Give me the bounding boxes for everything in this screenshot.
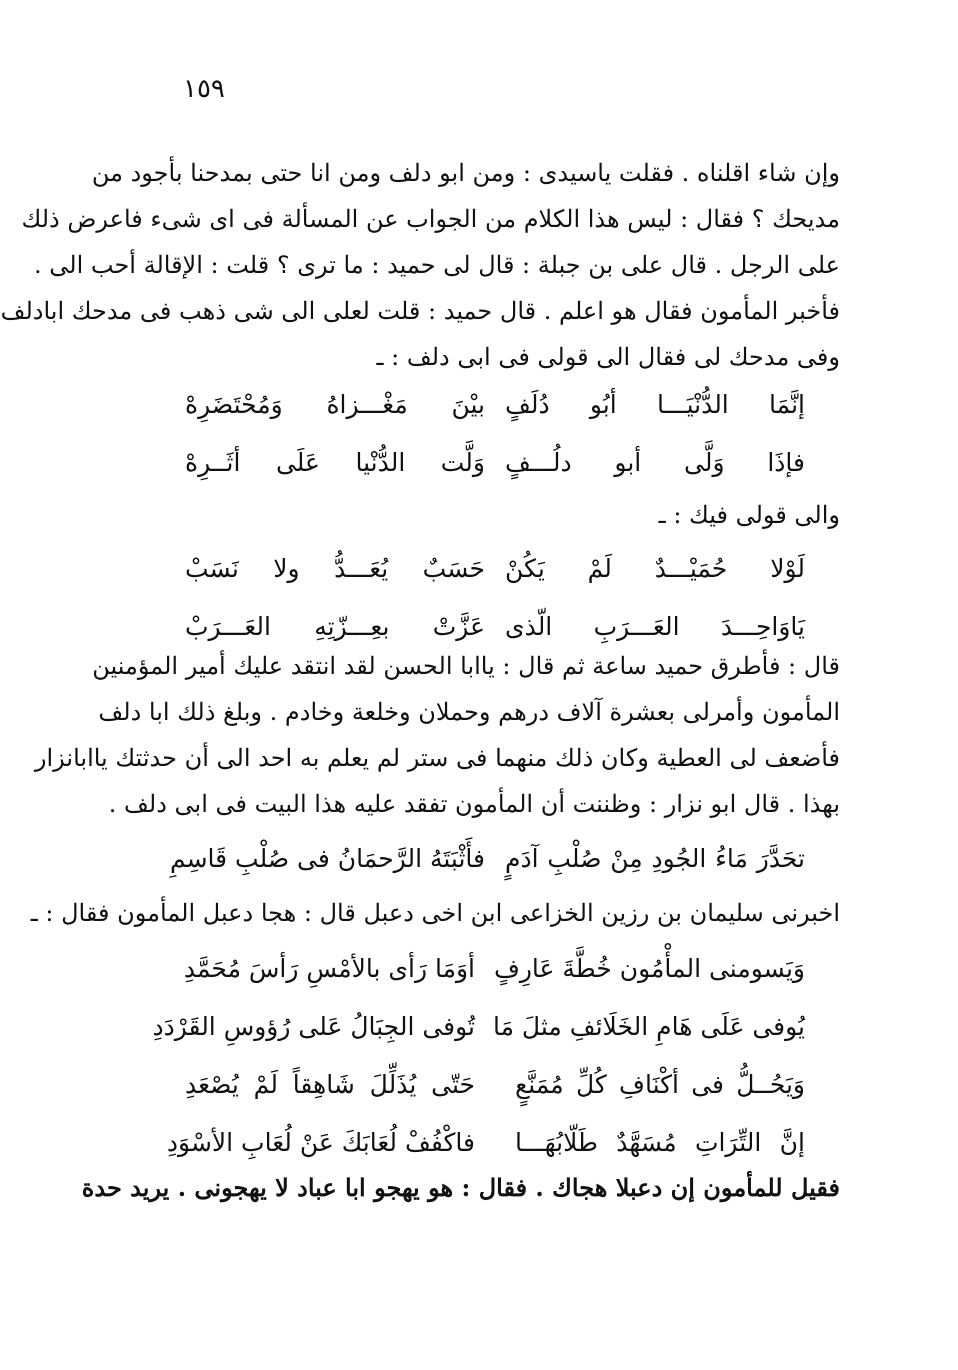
hemistich-second: فأَثْبَتَهُ الرَّحمَانُ فى صُلْبِ قَاسِمِ <box>169 844 485 873</box>
paragraph-1 <box>0 150 840 380</box>
hemistich-second: تُوفى الجِبَالُ عَلى رُؤوسِ القَرْدَدِ <box>152 1012 475 1041</box>
text-line: فأضعف لى العطية وكان ذلك منهما فى ستر لم يعلم به احد الى أن حدثتك ياابانزار <box>34 744 840 772</box>
hemistich-first: وَيَسومنى المأْمُون خُطَّةَ عَارِفٍ <box>493 954 805 983</box>
hemistich-second: فاكْفُفْ لُعَابَكَ عَنْ لُعَابِ الأسْوَدِ <box>166 1128 475 1157</box>
hemistich-first: إنَّ التِّرَاتِ مُسَهَّدٌ طَلّابُهَـــا <box>515 1128 805 1157</box>
text-line: وإن شاء اقلناه . فقلت ياسيدى : ومن ابو دلف ومن انا حتى بمدحنا بأجود من <box>91 159 840 187</box>
verse-block-3 <box>169 830 805 888</box>
text-line: وفى مدحك لى فقال الى قولى فى ابى دلف : ـ <box>376 343 840 371</box>
hemistich-first: يُوفى عَلَى هَامِ الخَلَائفِ مثلَ مَا <box>492 1012 805 1041</box>
text-line: مديحك ؟ فقال : ليس هذا الكلام من الجواب عن المسألة فى اى شىء فاعرض ذلك <box>21 205 840 233</box>
text-line: بهذا . قال ابو نزار : وظننت أن المأمون تفقد عليه هذا البيت فى ابى دلف . <box>108 790 840 818</box>
hemistich-second: حَسَبٌ يُعَـــدُّ ولا نَسَبْ <box>185 554 485 583</box>
paragraph-3 <box>34 643 840 827</box>
hemistich-first: إنَّمَا الدُّنْيَـــا أبُو دُلَفٍ <box>505 390 805 419</box>
hemistich-second: بيْنَ مَغْـــزاهُ وَمُحْتَضَرِهْ <box>185 390 485 419</box>
hemistich-first: فإذَا وَلَّى أبو دلُـــفٍ <box>505 448 805 477</box>
text-line: فقيل للمأمون إن دعبلا هجاك . فقال : هو يهجو ابا عباد لا يهجونى . يريد حدة <box>81 1173 840 1202</box>
verse-line <box>166 1114 805 1172</box>
text-line: فأخبر المأمون فقال هو اعلم . قال حميد : قلت لعلى الى شى ذهب فى مدحك ابادلف <box>0 297 840 325</box>
text-line: قال : فأطرق حميد ساعة ثم قال : ياابا الحسن لقد انتقد عليك أمير المؤمنين <box>92 652 840 680</box>
verse-line <box>185 1056 805 1114</box>
hemistich-second: حَتّى يُذَلِّلَ شَاهِقاً لَمْ يُصْعَدِ <box>185 1070 475 1099</box>
verse-block-4 <box>152 940 805 1172</box>
verse-block-2 <box>185 540 805 656</box>
verse-block-1 <box>185 376 805 492</box>
verse-line <box>185 540 805 598</box>
verse-line <box>169 830 805 888</box>
verse-line <box>185 434 805 492</box>
verse-line <box>152 998 805 1056</box>
hemistich-second: عَزَّتْ بعِـــزّتِهِ العَـــرَبْ <box>185 612 485 641</box>
verse-line <box>185 376 805 434</box>
text-line: المأمون وأمرلى بعشرة آلاف درهم وحملان وخلعة وخادم . وبلغ ذلك ابا دلف <box>98 698 840 726</box>
text-line: والى قولى فيك : ـ <box>658 501 840 529</box>
text-line: اخبرنى سليمان بن رزين الخزاعى ابن اخى دعبل قال : هجا دعبل المأمون فقال : ـ <box>30 899 840 927</box>
paragraph-2 <box>140 492 840 538</box>
verse-line <box>185 940 805 998</box>
paragraph-5 <box>81 1165 840 1211</box>
hemistich-first: لَوْلا حُمَيْـــدٌ لَمْ يَكُنْ <box>505 554 805 583</box>
hemistich-second: وَلَّت الدُّنْيا عَلَى أثَــرِهْ <box>185 448 485 477</box>
hemistich-second: أوَمَا رَأى بالأمْسِ رَأسَ مُحَمَّدِ <box>183 954 475 983</box>
page-number: ١٥٩ <box>183 74 225 104</box>
hemistich-first: وَيَحُــلُّ فى أكْنَافِ كُلِّ مُمَنَّعٍ <box>515 1070 805 1099</box>
hemistich-first: يَاوَاحِـــدَ العَـــرَبِ الّذى <box>505 612 805 641</box>
paragraph-4 <box>30 890 840 936</box>
text-line: على الرجل . قال على بن جبلة : قال لى حميد : ما ترى ؟ قلت : الإقالة أحب الى . <box>34 251 840 279</box>
hemistich-first: تحَدَّرَ مَاءُ الجُودِ مِنْ صُلْبِ آدَمٍ <box>505 844 805 873</box>
